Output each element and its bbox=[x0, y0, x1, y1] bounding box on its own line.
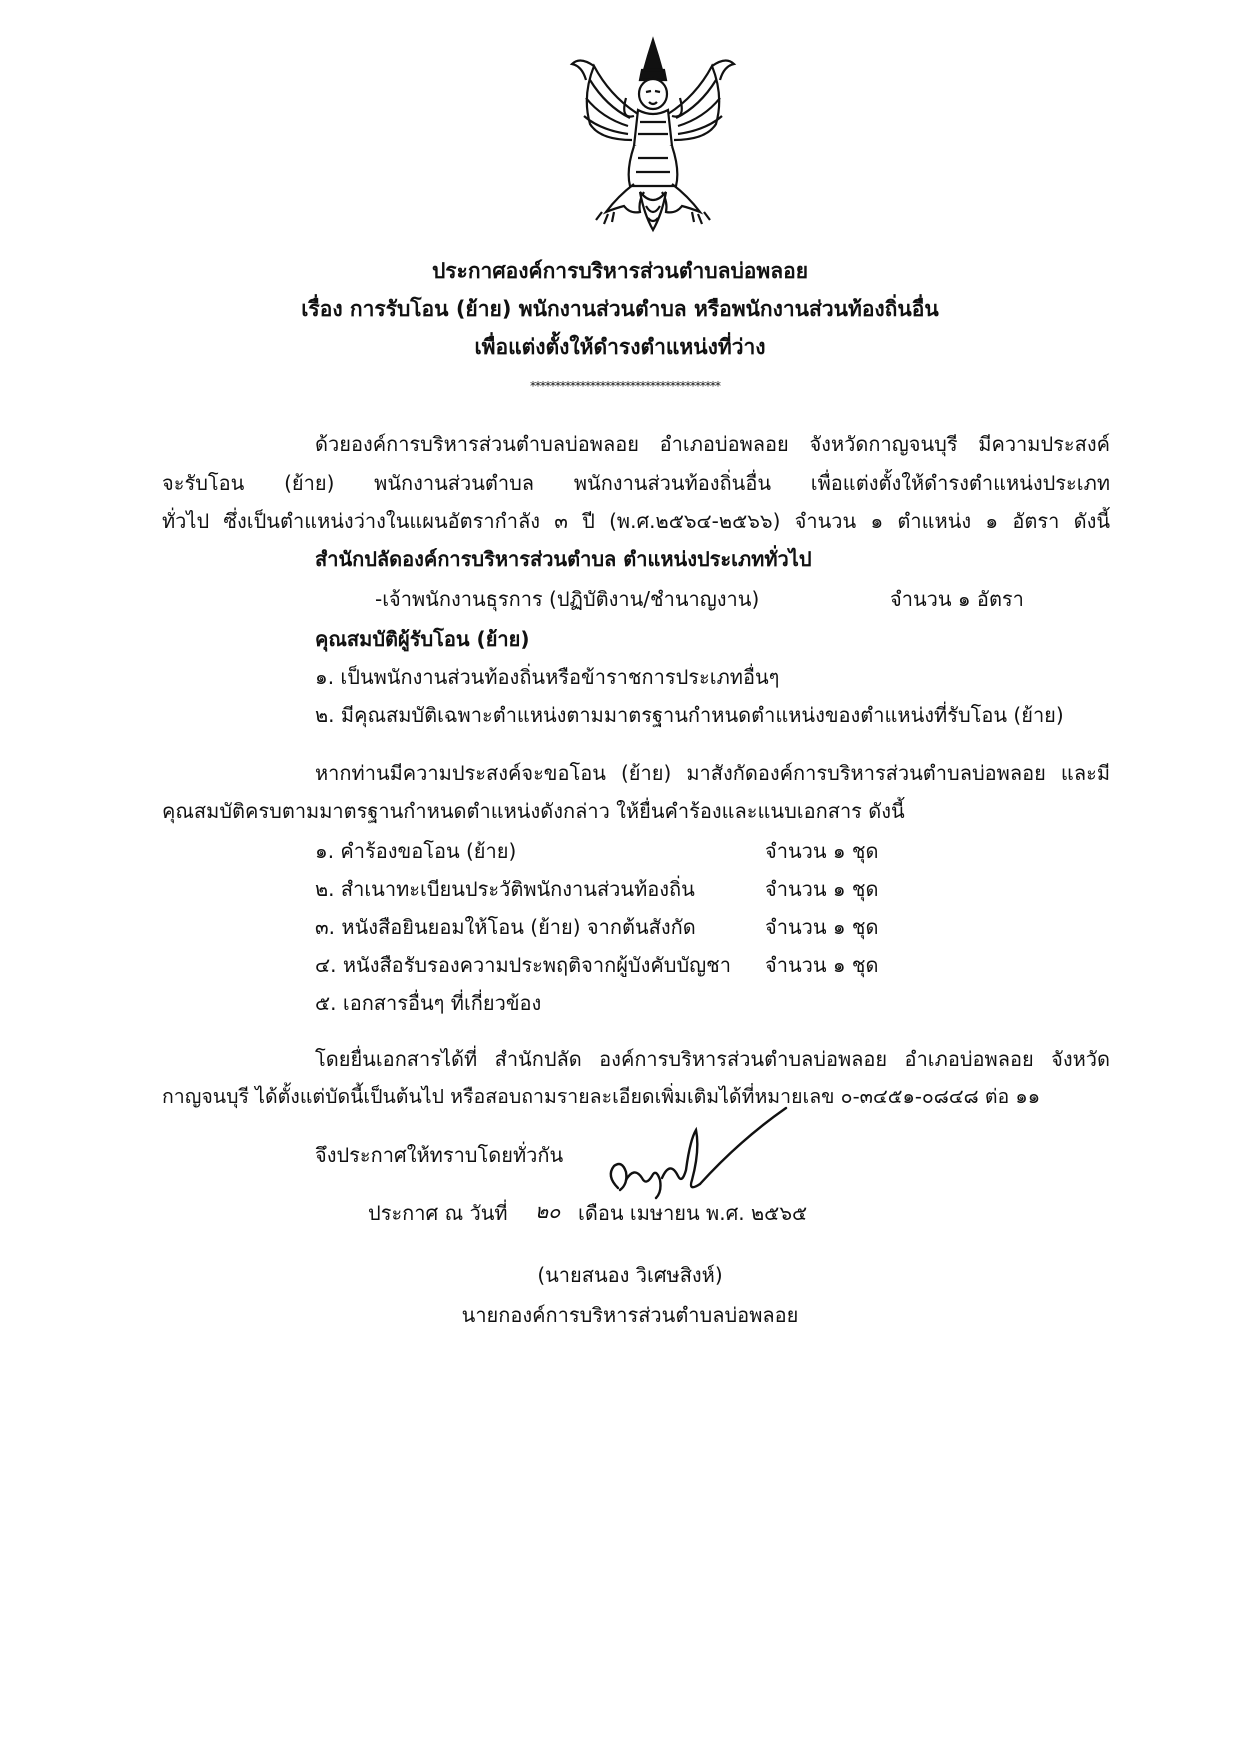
qualification-item: ๑. เป็นพนักงานส่วนท้องถิ่นหรือข้าราชการประเภทอื่นๆ bbox=[315, 665, 780, 689]
signatory-title: นายกองค์การบริหารส่วนตำบลบ่อพลอย bbox=[461, 1303, 799, 1327]
date-rest: เดือน เมษายน พ.ศ. ๒๕๖๕ bbox=[578, 1201, 808, 1225]
document-item-count: จำนวน ๑ ชุด bbox=[765, 915, 879, 939]
position-count: จำนวน ๑ อัตรา bbox=[890, 587, 1024, 611]
qualification-item: ๒. มีคุณสมบัติเฉพาะตำแหน่งตามมาตรฐานกำหนดตำแหน่งของตำแหน่งที่รับโอน (ย้าย) bbox=[315, 703, 1064, 727]
document-item: ๓. หนังสือยินยอมให้โอน (ย้าย) จากต้นสังกัด bbox=[315, 915, 696, 939]
document-item: ๑. คำร้องขอโอน (ย้าย) bbox=[315, 839, 517, 863]
document-item: ๔. หนังสือรับรองความประพฤติจากผู้บังคับบัญชา bbox=[315, 953, 731, 977]
closing-text: จึงประกาศให้ทราบโดยทั่วกัน bbox=[315, 1143, 564, 1167]
document-item: ๕. เอกสารอื่นๆ ที่เกี่ยวข้อง bbox=[315, 991, 542, 1015]
submission-line-1: โดยยื่นเอกสารได้ที่ สำนักปลัด องค์การบริหารส่วนตำบลบ่อพลอย อำเภอบ่อพลอย จังหวัด bbox=[315, 1047, 1110, 1071]
signatory-name: (นายสนอง วิเศษสิงห์) bbox=[537, 1263, 723, 1287]
office-heading: สำนักปลัดองค์การบริหารส่วนตำบล ตำแหน่งประเภททั่วไป bbox=[315, 547, 812, 571]
document-item-count: จำนวน ๑ ชุด bbox=[765, 953, 879, 977]
garuda-emblem-icon bbox=[560, 36, 746, 242]
document-item-count: จำนวน ๑ ชุด bbox=[765, 839, 879, 863]
application-line-2: คุณสมบัติครบตามมาตรฐานกำหนดตำแหน่งดังกล่าว ให้ยื่นคำร้องและแนบเอกสาร ดังนี้ bbox=[162, 799, 905, 823]
qualifications-heading: คุณสมบัติผู้รับโอน (ย้าย) bbox=[315, 627, 530, 651]
position-name: -เจ้าพนักงานธุรการ (ปฏิบัติงาน/ชำนาญงาน) bbox=[375, 587, 760, 611]
application-line-1: หากท่านมีความประสงค์จะขอโอน (ย้าย) มาสังกัดองค์การบริหารส่วนตำบลบ่อพลอย และมี bbox=[315, 761, 1110, 785]
document-subject: เรื่อง การรับโอน (ย้าย) พนักงานส่วนตำบล หรือพนักงานส่วนท้องถิ่นอื่น bbox=[301, 297, 939, 321]
document-subject-line2: เพื่อแต่งตั้งให้ดำรงตำแหน่งที่ว่าง bbox=[474, 335, 766, 359]
intro-line-2: จะรับโอน (ย้าย) พนักงานส่วนตำบล พนักงานส่วนท้องถิ่นอื่น เพื่อแต่งตั้งให้ดำรงตำแหน่งประเภท bbox=[162, 471, 1110, 495]
intro-line-3: ทั่วไป ซึ่งเป็นตำแหน่งว่างในแผนอัตรากำลัง ๓ ปี (พ.ศ.๒๕๖๔-๒๕๖๖) จำนวน ๑ ตำแหน่ง ๑ อัตรา ดังนี้ bbox=[162, 509, 1110, 533]
separator: ************************************** bbox=[530, 379, 720, 393]
date-day: ๒๐ bbox=[535, 1199, 561, 1223]
submission-line-2: กาญจนบุรี ได้ตั้งแต่บัดนี้เป็นต้นไป หรือสอบถามรายละเอียดเพิ่มเติมได้ที่หมายเลข ๐-๓๔๕๑-๐๘๔๘ ต่อ ๑๑ bbox=[162, 1085, 1041, 1108]
document-item-count: จำนวน ๑ ชุด bbox=[765, 877, 879, 901]
document-title: ประกาศองค์การบริหารส่วนตำบลบ่อพลอย bbox=[431, 259, 809, 283]
date-prefix: ประกาศ ณ วันที่ bbox=[368, 1201, 508, 1225]
signature-mark bbox=[600, 1080, 800, 1210]
intro-line-1: ด้วยองค์การบริหารส่วนตำบลบ่อพลอย อำเภอบ่อพลอย จังหวัดกาญจนบุรี มีความประสงค์ bbox=[315, 432, 1110, 456]
document-item: ๒. สำเนาทะเบียนประวัติพนักงานส่วนท้องถิ่น bbox=[315, 877, 695, 901]
